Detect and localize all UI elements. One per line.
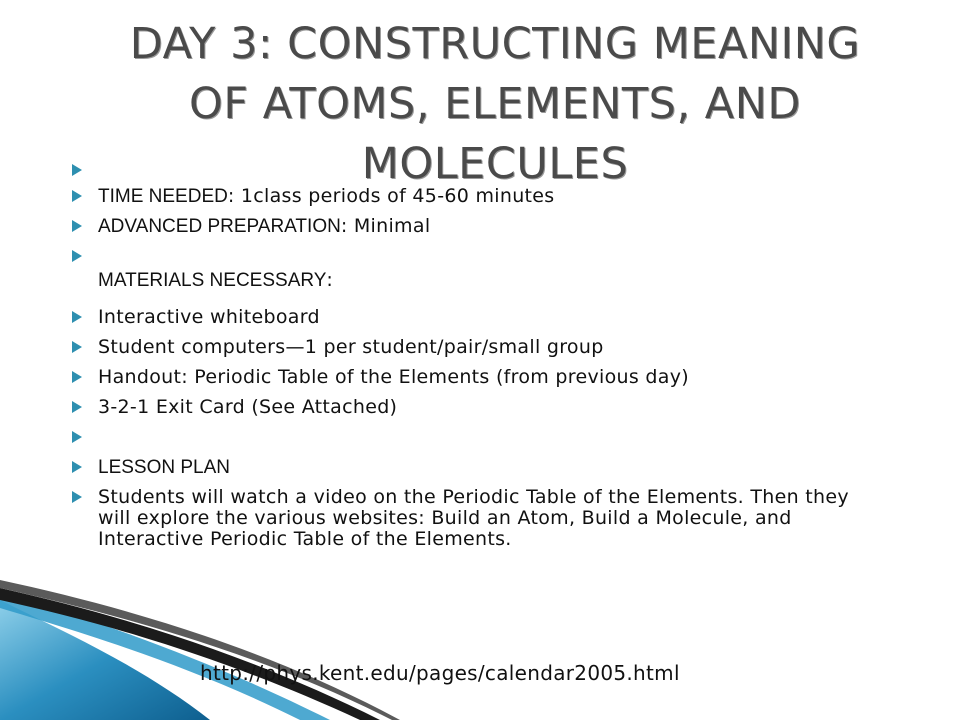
bullet-arrow-icon [72, 190, 82, 202]
empty-bullet [72, 160, 872, 186]
reference-url: http://phys.kent.edu/pages/calendar2005.html [200, 661, 680, 685]
materials-label: MATERIALS NECESSARY [98, 270, 327, 291]
advanced-prep-label: ADVANCED PREPARATION [98, 216, 341, 237]
materials-colon: : [326, 269, 334, 291]
materials-heading [98, 270, 333, 291]
title-line: MOLECULES [361, 139, 629, 189]
material-text: Student computers—1 per student/pair/small group [98, 336, 604, 358]
material-item [72, 367, 872, 388]
lesson-description-text: Students will watch a video on the Periodic Table of the Elements. Then they will explore the various websites: Build an Atom, Build a Molecule, and Interactive Periodic Table of the Elements. [98, 486, 849, 550]
bullet-arrow-icon [72, 250, 82, 262]
materials-item [72, 246, 872, 298]
bullet-arrow-icon [72, 341, 82, 353]
material-item [72, 307, 872, 328]
empty-bullet [72, 427, 872, 448]
advanced-prep-item [72, 216, 872, 237]
bullet-arrow-icon [72, 401, 82, 413]
material-item [72, 337, 872, 358]
corner-swoosh-graphic [0, 560, 960, 720]
time-needed-value: : 1class periods of 45-60 minutes [227, 185, 555, 207]
bullet-list [72, 160, 872, 550]
bullet-arrow-icon [72, 311, 82, 323]
lesson-description-item [72, 487, 872, 550]
lesson-plan-item [72, 457, 872, 478]
advanced-prep-value: : Minimal [340, 215, 431, 237]
bullet-arrow-icon [72, 164, 82, 176]
material-text: Interactive whiteboard [98, 306, 320, 328]
title-line: OF ATOMS, ELEMENTS, AND [189, 79, 801, 129]
bullet-arrow-icon [72, 431, 82, 443]
bullet-arrow-icon [72, 461, 82, 473]
material-text: 3-2-1 Exit Card (See Attached) [98, 396, 398, 418]
time-needed-label: TIME NEEDED [98, 186, 228, 207]
material-text: Handout: Periodic Table of the Elements (from previous day) [98, 366, 689, 388]
bullet-arrow-icon [72, 371, 82, 383]
time-needed-item [72, 186, 872, 207]
material-item [72, 397, 872, 418]
bullet-arrow-icon [72, 491, 82, 503]
lesson-plan-label: LESSON PLAN [98, 457, 230, 478]
title-line: DAY 3: CONSTRUCTING MEANING [129, 19, 861, 69]
bullet-arrow-icon [72, 220, 82, 232]
